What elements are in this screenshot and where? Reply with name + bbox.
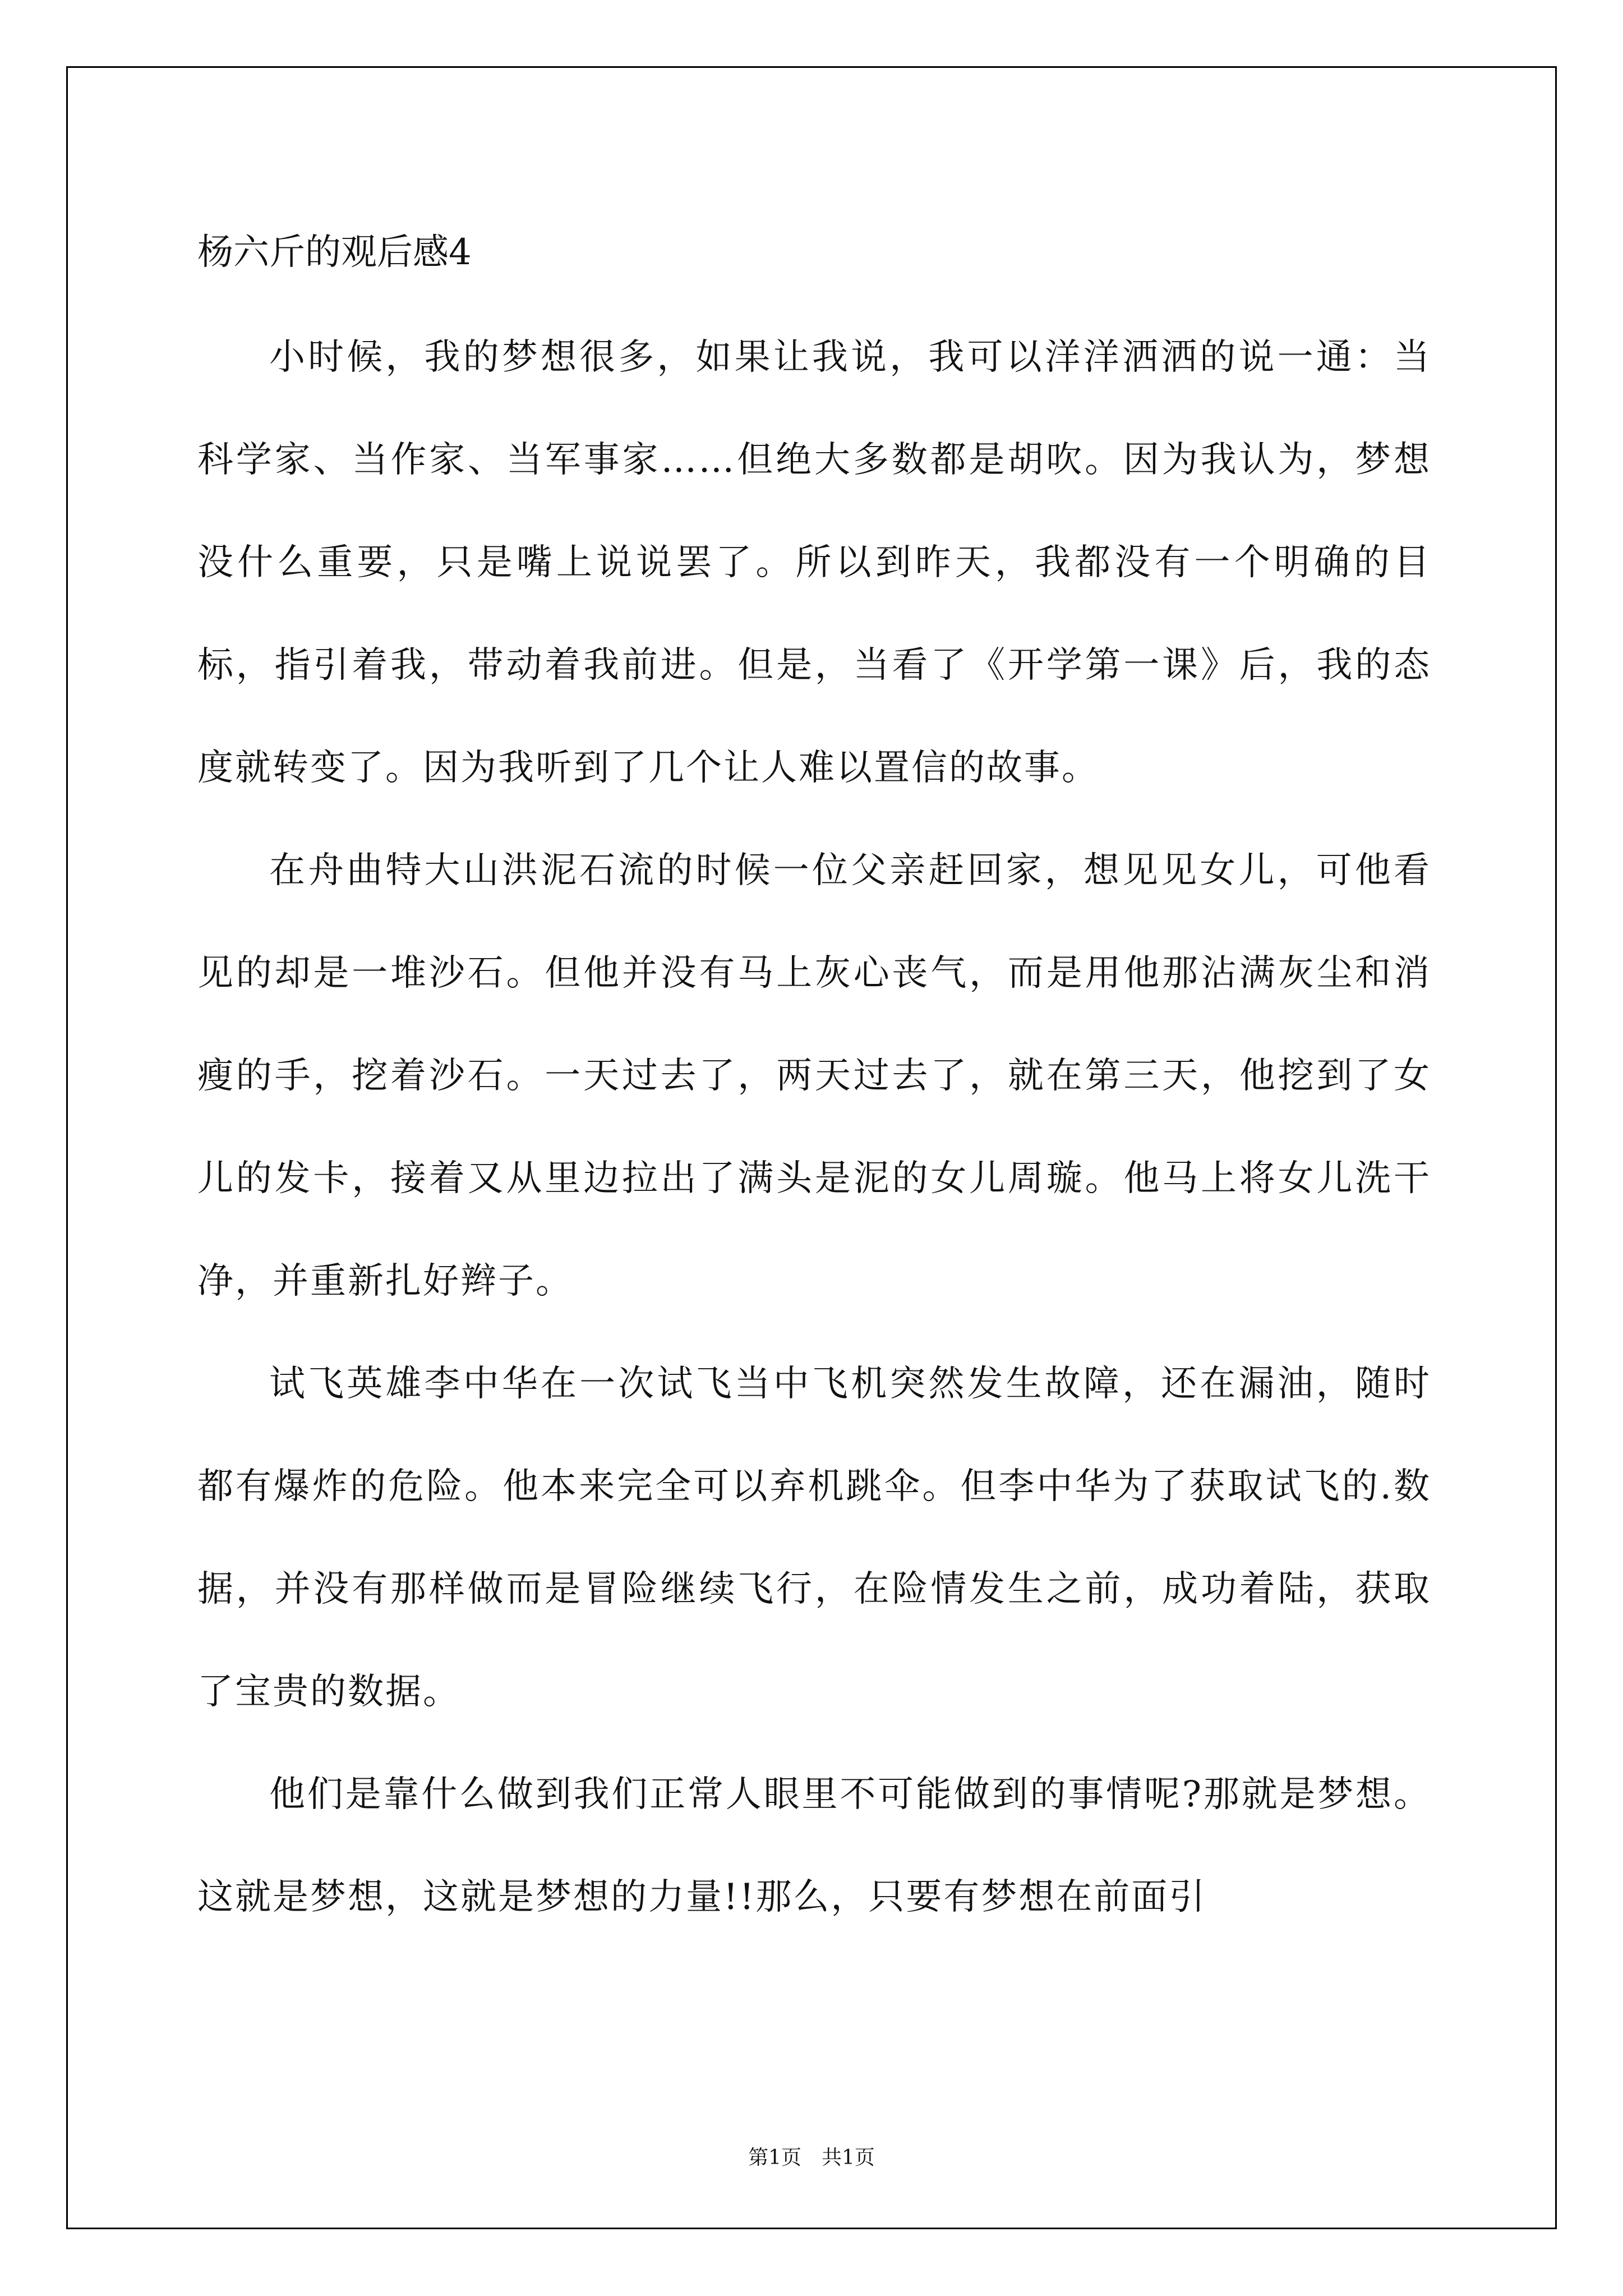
paragraph-2: 在舟曲特大山洪泥石流的时候一位父亲赶回家，想见见女儿，可他看见的却是一堆沙石。但他并没有马上灰心丧气，而是用他那沾满灰尘和消瘦的手，挖着沙石。一天过去了，两天过去了，就在第三天，他挖到了女儿的发卡，接着又从里边拉出了满头是泥的女儿周璇。他马上将女儿洗干净，并重新扎好辫子。 bbox=[197, 850, 1431, 1302]
document-body bbox=[197, 224, 1431, 1949]
paragraph-1: 小时候，我的梦想很多，如果让我说，我可以洋洋洒洒的说一通：当科学家、当作家、当军事家……但绝大多数都是胡吹。因为我认为，梦想没什么重要，只是嘴上说说罢了。所以到昨天，我都没有一个明确的目标，指引着我，带动着我前进。但是，当看了《开学第一课》后，我的态度就转变了。因为我听到了几个让人难以置信的故事。 bbox=[197, 337, 1431, 789]
paragraph-3: 试飞英雄李中华在一次试飞当中飞机突然发生故障，还在漏油，随时都有爆炸的危险。他本来完全可以弃机跳伞。但李中华为了获取试飞的.数据，并没有那样做而是冒险继续飞行，在险情发生之前，成功着陆，获取了宝贵的数据。 bbox=[197, 1363, 1431, 1713]
page-footer: 第1页 共1页 bbox=[748, 2146, 875, 2169]
document-title: 杨六斤的观后感4 bbox=[197, 232, 472, 273]
paragraph-4: 他们是靠什么做到我们正常人眼里不可能做到的事情呢?那就是梦想。这就是梦想，这就是梦想的力量!!那么，只要有梦想在前面引 bbox=[197, 1774, 1431, 1918]
